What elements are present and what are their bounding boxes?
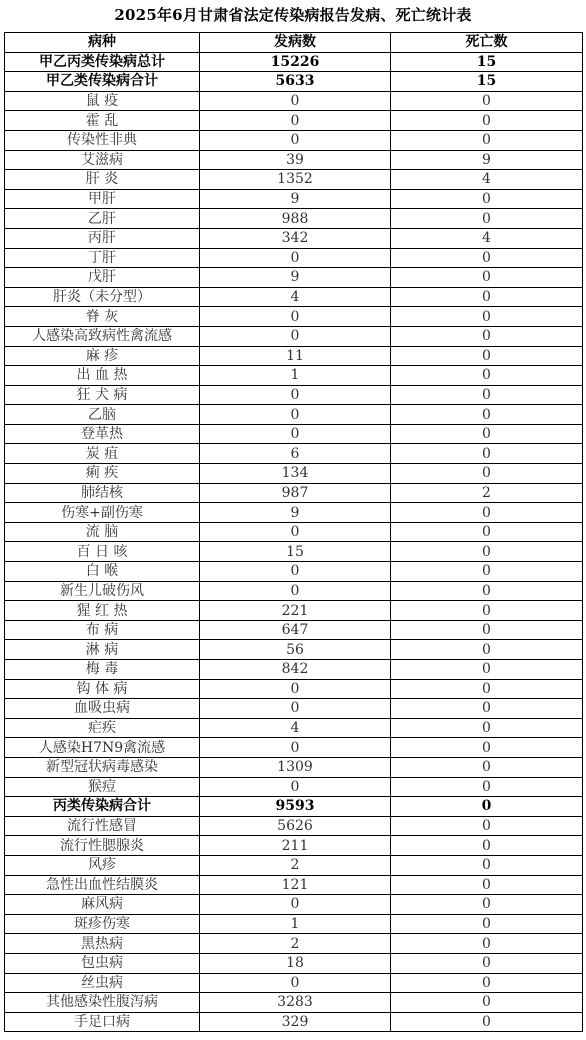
deaths-cell: 0 (391, 620, 583, 640)
cases-cell: 0 (200, 307, 391, 327)
deaths-cell: 0 (391, 836, 583, 856)
disease-name-cell: 乙肝 (5, 209, 200, 229)
disease-name-cell: 肝炎（未分型） (5, 287, 200, 307)
deaths-cell: 0 (391, 385, 583, 405)
table-row (5, 346, 583, 366)
table-row (5, 797, 583, 817)
cases-cell: 0 (200, 405, 391, 425)
disease-name-cell: 血吸虫病 (5, 699, 200, 719)
disease-name-cell: 甲肝 (5, 189, 200, 209)
table-row (5, 738, 583, 758)
table-row (5, 757, 583, 777)
disease-name-cell: 斑疹伤寒 (5, 914, 200, 934)
deaths-cell: 0 (391, 366, 583, 386)
table-row (5, 601, 583, 621)
table-row (5, 405, 583, 425)
cases-cell: 0 (200, 738, 391, 758)
table-row (5, 581, 583, 601)
deaths-cell: 0 (391, 640, 583, 660)
disease-name-cell: 丙类传染病合计 (5, 797, 200, 817)
deaths-cell: 0 (391, 522, 583, 542)
deaths-cell: 0 (391, 581, 583, 601)
cases-cell: 0 (200, 777, 391, 797)
deaths-cell: 0 (391, 287, 583, 307)
deaths-cell: 0 (391, 914, 583, 934)
column-header-deaths: 死亡数 (391, 33, 583, 53)
table-row (5, 1012, 583, 1032)
table-row (5, 444, 583, 464)
deaths-cell: 0 (391, 346, 583, 366)
cases-cell: 1309 (200, 757, 391, 777)
table-row (5, 718, 583, 738)
cases-cell: 0 (200, 973, 391, 993)
disease-name-cell: 甲乙丙类传染病总计 (5, 52, 200, 72)
disease-name-cell: 丙肝 (5, 228, 200, 248)
disease-name-cell: 淋 病 (5, 640, 200, 660)
table-row (5, 268, 583, 288)
cases-cell: 0 (200, 111, 391, 131)
cases-cell: 9 (200, 189, 391, 209)
cases-cell: 0 (200, 522, 391, 542)
cases-cell: 842 (200, 660, 391, 680)
deaths-cell: 0 (391, 777, 583, 797)
header-row (5, 33, 583, 53)
disease-name-cell: 流 脑 (5, 522, 200, 542)
table-row (5, 914, 583, 934)
deaths-cell: 0 (391, 993, 583, 1013)
deaths-cell: 0 (391, 444, 583, 464)
disease-name-cell: 炭 疽 (5, 444, 200, 464)
deaths-cell: 0 (391, 816, 583, 836)
deaths-cell: 0 (391, 209, 583, 229)
deaths-cell: 4 (391, 170, 583, 190)
disease-name-cell: 肺结核 (5, 483, 200, 503)
cases-cell: 2 (200, 934, 391, 954)
deaths-cell: 0 (391, 855, 583, 875)
table-row (5, 170, 583, 190)
disease-name-cell: 钩 体 病 (5, 679, 200, 699)
disease-name-cell: 梅 毒 (5, 660, 200, 680)
cases-cell: 5633 (200, 72, 391, 92)
disease-name-cell: 丝虫病 (5, 973, 200, 993)
table-row (5, 993, 583, 1013)
deaths-cell: 0 (391, 757, 583, 777)
table-header (5, 33, 583, 53)
deaths-cell: 0 (391, 953, 583, 973)
cases-cell: 2 (200, 855, 391, 875)
deaths-cell: 0 (391, 797, 583, 817)
disease-name-cell: 疟疾 (5, 718, 200, 738)
disease-name-cell: 甲乙类传染病合计 (5, 72, 200, 92)
cases-cell: 134 (200, 464, 391, 484)
table-row (5, 150, 583, 170)
disease-name-cell: 包虫病 (5, 953, 200, 973)
disease-name-cell: 艾滋病 (5, 150, 200, 170)
table-row (5, 189, 583, 209)
cases-cell: 3283 (200, 993, 391, 1013)
cases-cell: 5626 (200, 816, 391, 836)
table-row (5, 895, 583, 915)
disease-name-cell: 百 日 咳 (5, 542, 200, 562)
table-row (5, 522, 583, 542)
deaths-cell: 0 (391, 660, 583, 680)
table-row (5, 111, 583, 131)
deaths-cell: 0 (391, 718, 583, 738)
table-row (5, 72, 583, 92)
disease-name-cell: 乙脑 (5, 405, 200, 425)
cases-cell: 221 (200, 601, 391, 621)
disease-name-cell: 黑热病 (5, 934, 200, 954)
disease-name-cell: 新生儿破伤风 (5, 581, 200, 601)
column-header-cases: 发病数 (200, 33, 391, 53)
table-row (5, 816, 583, 836)
disease-name-cell: 风疹 (5, 855, 200, 875)
deaths-cell: 2 (391, 483, 583, 503)
cases-cell: 0 (200, 895, 391, 915)
table-row (5, 875, 583, 895)
table-row (5, 679, 583, 699)
table-row (5, 385, 583, 405)
table-row (5, 130, 583, 150)
table-row (5, 424, 583, 444)
cases-cell: 6 (200, 444, 391, 464)
table-row (5, 620, 583, 640)
disease-name-cell: 猴痘 (5, 777, 200, 797)
disease-name-cell: 流行性腮腺炎 (5, 836, 200, 856)
deaths-cell: 0 (391, 1012, 583, 1032)
table-row (5, 228, 583, 248)
cases-cell: 0 (200, 130, 391, 150)
table-row (5, 483, 583, 503)
table-row (5, 836, 583, 856)
cases-cell: 4 (200, 287, 391, 307)
disease-name-cell: 传染性非典 (5, 130, 200, 150)
deaths-cell: 0 (391, 738, 583, 758)
table-row (5, 248, 583, 268)
cases-cell: 0 (200, 385, 391, 405)
cases-cell: 9 (200, 503, 391, 523)
cases-cell: 987 (200, 483, 391, 503)
deaths-cell: 0 (391, 679, 583, 699)
disease-name-cell: 脊 灰 (5, 307, 200, 327)
table-row (5, 503, 583, 523)
cases-cell: 11 (200, 346, 391, 366)
cases-cell: 1352 (200, 170, 391, 190)
statistics-table (4, 32, 583, 1032)
cases-cell: 18 (200, 953, 391, 973)
deaths-cell: 0 (391, 875, 583, 895)
cases-cell: 4 (200, 718, 391, 738)
disease-name-cell: 登革热 (5, 424, 200, 444)
cases-cell: 0 (200, 679, 391, 699)
cases-cell: 1 (200, 366, 391, 386)
table-row (5, 326, 583, 346)
cases-cell: 0 (200, 424, 391, 444)
disease-name-cell: 布 病 (5, 620, 200, 640)
table-row (5, 953, 583, 973)
cases-cell: 0 (200, 562, 391, 582)
table-row (5, 640, 583, 660)
deaths-cell: 0 (391, 934, 583, 954)
cases-cell: 39 (200, 150, 391, 170)
deaths-cell: 0 (391, 562, 583, 582)
disease-name-cell: 其他感染性腹泻病 (5, 993, 200, 1013)
deaths-cell: 9 (391, 150, 583, 170)
deaths-cell: 0 (391, 424, 583, 444)
cases-cell: 121 (200, 875, 391, 895)
disease-name-cell: 人感染H7N9禽流感 (5, 738, 200, 758)
cases-cell: 329 (200, 1012, 391, 1032)
table-row (5, 562, 583, 582)
disease-name-cell: 鼠 疫 (5, 91, 200, 111)
deaths-cell: 0 (391, 91, 583, 111)
cases-cell: 15226 (200, 52, 391, 72)
deaths-cell: 15 (391, 52, 583, 72)
table-row (5, 209, 583, 229)
disease-name-cell: 麻 疹 (5, 346, 200, 366)
table-row (5, 287, 583, 307)
cases-cell: 15 (200, 542, 391, 562)
disease-name-cell: 流行性感冒 (5, 816, 200, 836)
disease-name-cell: 人感染高致病性禽流感 (5, 326, 200, 346)
table-row (5, 660, 583, 680)
table-row (5, 307, 583, 327)
table-row (5, 366, 583, 386)
deaths-cell: 0 (391, 189, 583, 209)
deaths-cell: 0 (391, 111, 583, 131)
deaths-cell: 0 (391, 895, 583, 915)
table-row (5, 973, 583, 993)
disease-name-cell: 出 血 热 (5, 366, 200, 386)
deaths-cell: 0 (391, 130, 583, 150)
cases-cell: 0 (200, 248, 391, 268)
deaths-cell: 0 (391, 248, 583, 268)
table-row (5, 91, 583, 111)
deaths-cell: 0 (391, 542, 583, 562)
cases-cell: 0 (200, 91, 391, 111)
table-row (5, 777, 583, 797)
table-row (5, 52, 583, 72)
column-header-disease: 病种 (5, 33, 200, 53)
cases-cell: 211 (200, 836, 391, 856)
disease-name-cell: 霍 乱 (5, 111, 200, 131)
cases-cell: 56 (200, 640, 391, 660)
table-row (5, 855, 583, 875)
disease-name-cell: 手足口病 (5, 1012, 200, 1032)
cases-cell: 9593 (200, 797, 391, 817)
deaths-cell: 0 (391, 503, 583, 523)
deaths-cell: 0 (391, 973, 583, 993)
disease-name-cell: 猩 红 热 (5, 601, 200, 621)
table-row (5, 464, 583, 484)
disease-name-cell: 肝 炎 (5, 170, 200, 190)
table-body (5, 52, 583, 1032)
deaths-cell: 4 (391, 228, 583, 248)
disease-name-cell: 麻风病 (5, 895, 200, 915)
deaths-cell: 0 (391, 464, 583, 484)
table-row (5, 699, 583, 719)
cases-cell: 0 (200, 581, 391, 601)
disease-name-cell: 伤寒+副伤寒 (5, 503, 200, 523)
deaths-cell: 0 (391, 307, 583, 327)
disease-name-cell: 急性出血性结膜炎 (5, 875, 200, 895)
cases-cell: 647 (200, 620, 391, 640)
disease-name-cell: 新型冠状病毒感染 (5, 757, 200, 777)
disease-name-cell: 白 喉 (5, 562, 200, 582)
deaths-cell: 15 (391, 72, 583, 92)
disease-name-cell: 戊肝 (5, 268, 200, 288)
deaths-cell: 0 (391, 326, 583, 346)
cases-cell: 9 (200, 268, 391, 288)
deaths-cell: 0 (391, 601, 583, 621)
table-row (5, 542, 583, 562)
deaths-cell: 0 (391, 405, 583, 425)
cases-cell: 342 (200, 228, 391, 248)
deaths-cell: 0 (391, 268, 583, 288)
cases-cell: 0 (200, 699, 391, 719)
table-row (5, 934, 583, 954)
disease-name-cell: 痢 疾 (5, 464, 200, 484)
deaths-cell: 0 (391, 699, 583, 719)
cases-cell: 1 (200, 914, 391, 934)
cases-cell: 988 (200, 209, 391, 229)
disease-name-cell: 丁肝 (5, 248, 200, 268)
disease-name-cell: 狂 犬 病 (5, 385, 200, 405)
cases-cell: 0 (200, 326, 391, 346)
page-title: 2025年6月甘肃省法定传染病报告发病、死亡统计表 (114, 6, 472, 24)
